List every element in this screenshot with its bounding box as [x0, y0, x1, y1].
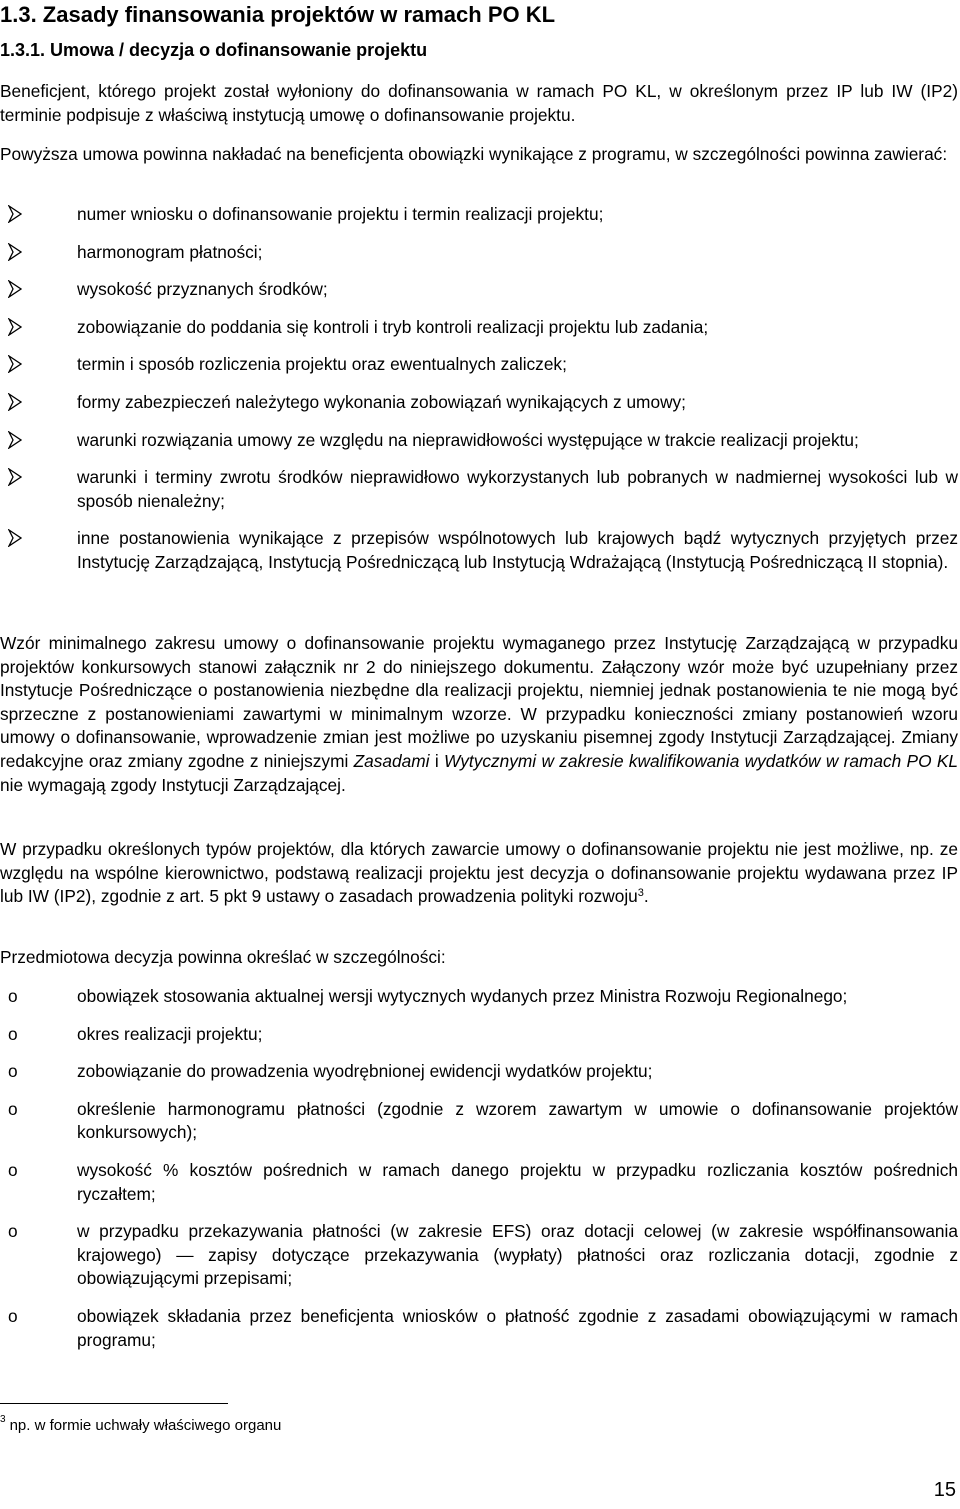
list-item-text: w przypadku przekazywania płatności (w zakresie EFS) oraz dotacji celowej (w zakresie współfinansowania krajowego) — zapisy dotyczące przekazywania (wypłaty) płatności oraz rozliczania dotacji, zgodnie z obowiązującymi przepisami; — [77, 1221, 958, 1289]
list-item — [0, 985, 958, 1009]
list-item-text: harmonogram płatności; — [77, 241, 263, 262]
arrow-bullet-icon — [8, 355, 22, 375]
arrow-bullet-icon — [8, 243, 22, 263]
list-item — [0, 241, 958, 265]
list-item — [0, 316, 958, 340]
list-item-text: okres realizacji projektu; — [77, 1023, 263, 1044]
list-item-text: inne postanowienia wynikające z przepisów wspólnotowych lub krajowych bądź wytycznych przyjętych przez Instytucję Zarządzającą, Instytucją Pośredniczącą lub Instytucją Wdrażającą (Instytucją Pośredniczącą II stopnia). — [77, 528, 958, 572]
list-item — [0, 353, 958, 377]
intro-paragraph: Beneficjent, którego projekt został wyłoniony do dofinansowania w ramach PO KL, w określonym przez IP lub IW (IP2) terminie podpisuje z właściwą instytucją umowę o dofinansowanie projektu. — [0, 81, 958, 125]
list-item — [0, 527, 958, 574]
footnote-reference: 3 — [637, 887, 644, 900]
list-item-text: numer wniosku o dofinansowanie projektu i termin realizacji projektu; — [77, 204, 604, 224]
list-item-text: formy zabezpieczeń należytego wykonania zobowiązań wynikających z umowy; — [77, 391, 686, 412]
footnote-divider — [0, 1403, 228, 1404]
arrow-bullet-icon — [8, 318, 22, 338]
circle-bullet-icon: o — [8, 1061, 18, 1082]
arrow-bullet-icon — [8, 529, 22, 549]
arrow-bullet-icon — [8, 431, 22, 451]
page-number: 15 — [933, 1479, 956, 1501]
footnote-text: np. w formie uchwały właściwego organu — [9, 1417, 282, 1434]
list-item — [0, 203, 958, 227]
circle-bullet-icon: o — [8, 1023, 18, 1044]
list-item-text: warunki i terminy zwrotu środków nieprawidłowo wykorzystanych lub pobranych w nadmiernej wysokości lub w sposób nienależny; — [77, 467, 958, 511]
list-item-text: wysokość % kosztów pośrednich w ramach danego projektu w przypadku rozliczania kosztów pośrednich ryczałtem; — [77, 1159, 958, 1204]
section-title: 1.3. Zasady finansowania projektów w ramach PO KL — [0, 2, 556, 27]
decision-intro: Przedmiotowa decyzja powinna określać w szczególności: — [0, 947, 446, 967]
list-item — [0, 1305, 958, 1352]
list-item — [0, 466, 958, 513]
list-item-text: wysokość przyznanych środków; — [77, 279, 328, 300]
list-item — [0, 391, 958, 415]
footnote — [0, 1416, 281, 1438]
list-item-text: termin i sposób rozliczenia projektu oraz ewentualnych zaliczek; — [77, 354, 567, 375]
arrow-bullet-icon — [8, 393, 22, 413]
list-item-text: obowiązek stosowania aktualnej wersji wytycznych wydanych przez Ministra Rozwoju Regionalnego; — [77, 986, 848, 1006]
list-item-text: obowiązek składania przez beneficjenta wniosków o płatność zgodnie z zasadami obowiązującymi w ramach programu; — [77, 1305, 958, 1350]
list-item-text: zobowiązanie do prowadzenia wyodrębnionej ewidencji wydatków projektu; — [77, 1061, 653, 1082]
subsection-title: 1.3.1. Umowa / decyzja o dofinansowanie projektu — [0, 40, 428, 60]
obligations-intro: Powyższa umowa powinna nakładać na beneficjenta obowiązki wynikające z programu, w szczególności powinna zawierać: — [0, 144, 948, 164]
arrow-bullet-icon — [8, 205, 22, 225]
arrow-bullet-icon — [8, 468, 22, 488]
list-item-text: określenie harmonogramu płatności (zgodnie z wzorem zawartym w umowie o dofinansowanie projektów konkursowych); — [77, 1098, 958, 1143]
decision-items-list — [0, 985, 958, 1352]
circle-bullet-icon: o — [8, 1305, 18, 1326]
list-item — [0, 278, 958, 302]
arrow-bullet-icon — [8, 280, 22, 300]
circle-bullet-icon: o — [8, 1221, 18, 1242]
decision-paragraph: W przypadku określonych typów projektów, dla których zawarcie umowy o dofinansowanie projektu nie jest możliwe, np. ze względu na wspólne kierownictwo, podstawą realizacji projektu jest decyzja o dofinansowanie projektu wydawana przez IP lub IW (IP2), zgodnie z art. 5 pkt 9 ustawy o zasadach prowadzenia polityki rozwoju$^3$. — [0, 839, 958, 907]
circle-bullet-icon: o — [8, 1159, 18, 1180]
list-item — [0, 1220, 958, 1291]
list-item — [0, 1060, 958, 1084]
list-item — [0, 1098, 958, 1145]
template-paragraph: Wzór minimalnego zakresu umowy o dofinansowanie projektu wymaganego przez Instytucję Zarządzającą w przypadku projektów konkursowych stanowi załącznik nr 2 do niniejszego dokumentu. Załączony wzór może być uzupełniany przez Instytucje Pośredniczące o postanowienia niezbędne dla realizacji projektu, niemniej jednak postanowienia te nie mogą być sprzeczne z postanowieniami zawartymi w minimalnym wzorze. W przypadku konieczności zmiany postanowień wzoru umowy o dofinansowanie, wprowadzenie zmian jest możliwe po uzyskaniu pisemnej zgody Instytucji Zarządzającej. Zmiany redakcyjne oraz zmiany zgodne z niniejszymi Zasadami i Wytycznymi w zakresie kwalifikowania wydatków w ramach PO KL nie wymagają zgody Instytucji Zarządzającej. — [0, 633, 958, 795]
list-item — [0, 1023, 958, 1047]
footnote-number: 3 — [0, 1414, 6, 1425]
circle-bullet-icon: o — [8, 1098, 18, 1119]
list-item-text: zobowiązanie do poddania się kontroli i tryb kontroli realizacji projektu lub zadania; — [77, 316, 709, 337]
circle-bullet-icon: o — [8, 986, 18, 1006]
list-item-text: warunki rozwiązania umowy ze względu na nieprawidłowości występujące w trakcie realizacji projektu; — [77, 429, 859, 450]
list-item — [0, 429, 958, 453]
list-item — [0, 1159, 958, 1206]
agreement-items-list — [0, 203, 958, 575]
